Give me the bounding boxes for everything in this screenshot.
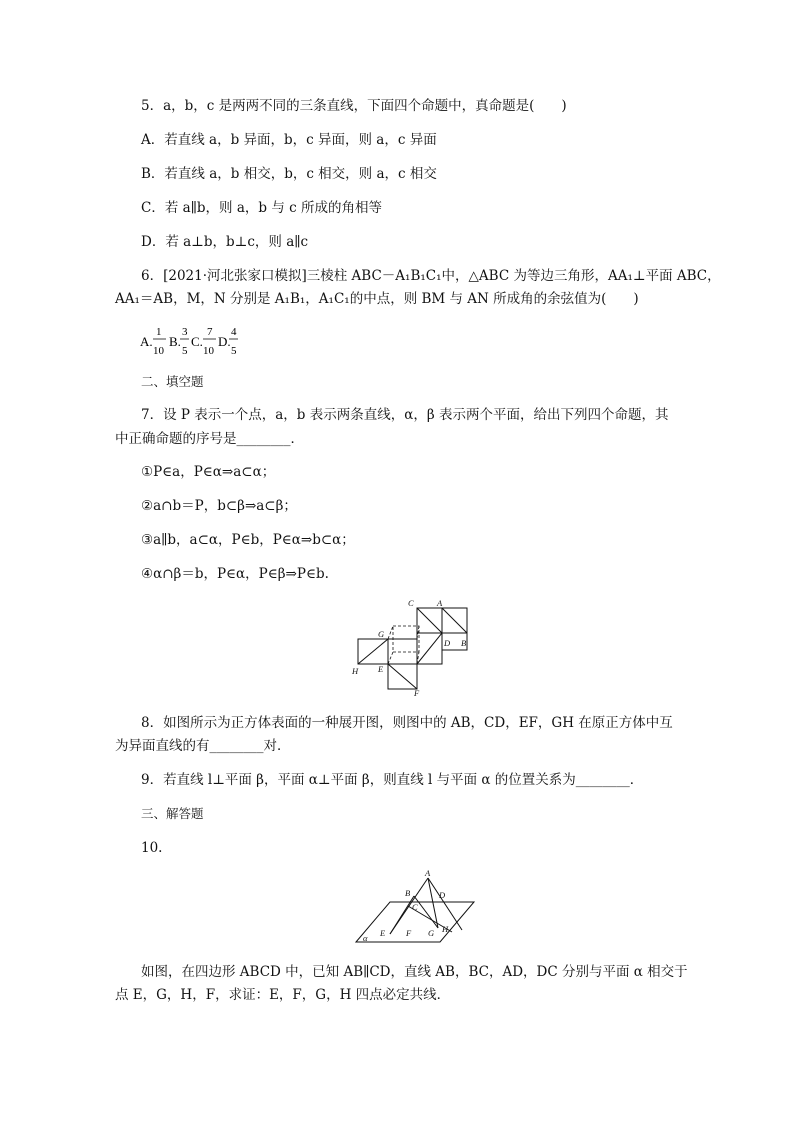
plane-quadrilateral-figure	[350, 866, 480, 946]
section-answer-title: 三、解答题	[141, 806, 204, 821]
q8-stem-line2: 为异面直线的有________对．	[115, 738, 291, 754]
quad-label-e: E	[380, 928, 386, 938]
q6-stem-line2: AA₁＝AB，M，N 分别是 A₁B₁，A₁C₁的中点，则 BM 与 AN 所成角的余弦值为( )	[115, 291, 639, 307]
svg-text:4: 4	[231, 326, 237, 338]
q5-stem: 5．a，b，c 是两两不同的三条直线，下面四个命题中，真命题是( )	[141, 98, 567, 114]
q10-stem-line1: 如图，在四边形 ABCD 中，已知 AB∥CD，直线 AB，BC，AD，DC 分别与平面 α 相交于	[141, 964, 688, 980]
q7-item-3: ③a∥b，a⊂α，P∈b，P∈α⇒b⊂α；	[141, 532, 355, 548]
q5-option-a: A．若直线 a，b 异面，b，c 异面，则 a，c 异面	[141, 132, 437, 148]
plane-label-alpha: α	[363, 933, 368, 943]
q5-option-c: C．若 a∥b，则 a，b 与 c 所成的角相等	[141, 200, 382, 216]
svg-text:C.: C.	[191, 334, 203, 349]
quad-label-h: H	[442, 924, 449, 934]
cube-net-label-b: B	[461, 638, 467, 648]
q5-option-d: D．若 a⊥b，b⊥c，则 a∥c	[141, 234, 309, 250]
q6-option-c	[191, 326, 216, 357]
q6-option-d	[218, 326, 238, 357]
cube-net-label-a: A	[437, 598, 443, 608]
q7-stem-line2: 中正确命题的序号是________．	[115, 431, 304, 447]
svg-text:5: 5	[231, 345, 237, 357]
svg-text:10: 10	[203, 345, 214, 357]
svg-text:A.: A.	[140, 334, 153, 349]
q5-option-b: B．若直线 a，b 相交，b，c 相交，则 a，c 相交	[141, 166, 437, 182]
quad-label-a: A	[425, 868, 431, 878]
svg-text:1: 1	[156, 326, 162, 338]
q6-option-a	[140, 326, 166, 357]
cube-net-label-d: D	[444, 638, 451, 648]
cube-net-label-c: C	[408, 598, 414, 608]
quad-label-g: G	[428, 928, 435, 938]
q9-stem: 9．若直线 l⊥平面 β，平面 α⊥平面 β，则直线 l 与平面 α 的位置关系为________．	[141, 772, 644, 788]
q7-item-4: ④α∩β＝b，P∈α，P∈β⇒P∈b.	[141, 566, 329, 582]
cube-net-figure	[348, 596, 478, 698]
quad-label-c: C	[412, 902, 418, 912]
cube-net-label-f: F	[414, 688, 420, 698]
q10-number: 10.	[141, 840, 163, 856]
svg-text:10: 10	[153, 345, 164, 357]
q6-option-b	[169, 326, 189, 357]
q8-stem-line1: 8．如图所示为正方体表面的一种展开图，则图中的 AB，CD，EF，GH 在原正方体中互	[141, 715, 673, 731]
q6-stem-line1: 6．[2021·河北张家口模拟]三棱柱 ABC－A₁B₁C₁中，△ABC 为等边三角形，AA₁⊥平面 ABC，	[141, 268, 721, 284]
q7-item-1: ①P∈a，P∈α⇒a⊂α；	[141, 464, 276, 480]
quad-label-b: B	[405, 888, 411, 898]
q6-options	[140, 322, 260, 362]
quad-label-f: F	[406, 928, 412, 938]
cube-net-label-h: H	[352, 666, 359, 676]
q7-stem-line1: 7．设 P 表示一个点，a，b 表示两条直线，α，β 表示两个平面，给出下列四个命题，其	[141, 407, 669, 423]
svg-text:B.: B.	[169, 334, 181, 349]
q10-stem-line2: 点 E，G，H，F，求证：E，F，G，H 四点必定共线．	[115, 987, 451, 1003]
section-fill-in-title: 二、填空题	[141, 374, 204, 389]
svg-text:D.: D.	[218, 334, 231, 349]
svg-text:5: 5	[182, 345, 188, 357]
svg-text:3: 3	[182, 326, 188, 338]
q7-item-2: ②a∩b＝P，b⊂β⇒a⊂β；	[141, 498, 297, 514]
svg-text:7: 7	[207, 326, 213, 338]
cube-net-label-g: G	[378, 629, 385, 639]
quad-label-d: D	[439, 890, 446, 900]
cube-net-label-e: E	[378, 664, 384, 674]
